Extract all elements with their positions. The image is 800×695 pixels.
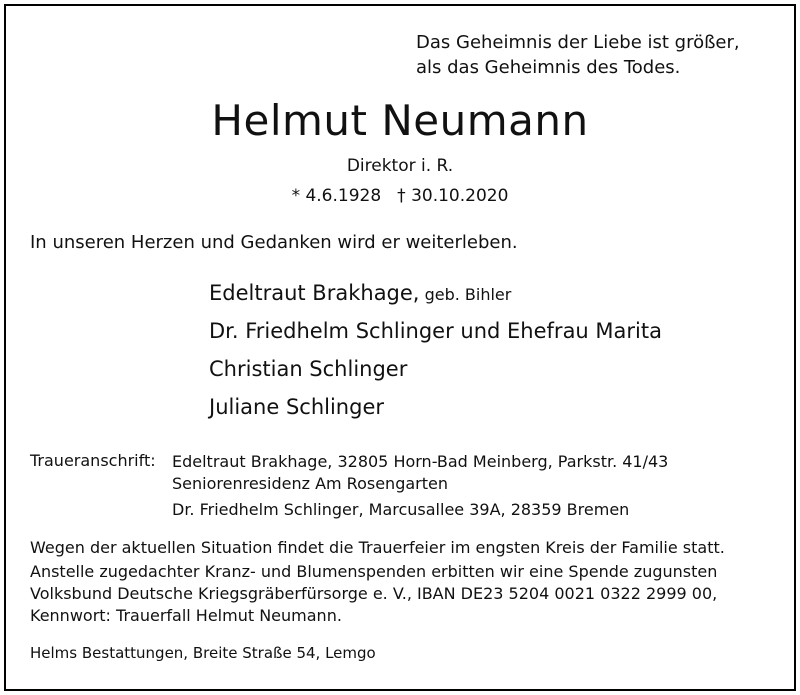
address-block: [172, 451, 668, 521]
mourner-item: [209, 394, 662, 432]
mourner-name: Edeltraut Brakhage,: [209, 281, 420, 305]
mourner-name: Dr. Friedhelm Schlinger und Ehefrau Marita: [209, 319, 662, 343]
quote-line-1: Das Geheimnis der Liebe ist größer,: [416, 32, 740, 53]
funeral-home-footer: Helms Bestattungen, Breite Straße 54, Lemgo: [30, 644, 376, 662]
quote: [416, 30, 740, 80]
deceased-title: Direktor i. R.: [346, 156, 454, 176]
address-line: Edeltraut Brakhage, 32805 Horn-Bad Meinberg, Parkstr. 41/43: [172, 452, 669, 471]
mourner-suffix: geb. Bihler: [419, 285, 512, 304]
address-label: Traueranschrift:: [30, 451, 156, 470]
deceased-name: Helmut Neumann: [211, 96, 589, 145]
address-line: Dr. Friedhelm Schlinger, Marcusallee 39A, 28359 Bremen: [172, 500, 630, 519]
mourner-item: [209, 318, 662, 356]
birth-date: * 4.6.1928: [291, 186, 382, 206]
address-line: Seniorenresidenz Am Rosengarten: [172, 474, 448, 493]
mourner-item: [209, 356, 662, 394]
death-date: † 30.10.2020: [397, 186, 509, 206]
intro-text: In unseren Herzen und Gedanken wird er weiterleben.: [30, 232, 518, 253]
notice-block: [30, 537, 725, 627]
notice-line-2: Anstelle zugedachter Kranz- und Blumenspenden erbitten wir eine Spende zugunsten: [30, 562, 718, 581]
life-dates: [0, 186, 800, 206]
mourner-name: Christian Schlinger: [209, 357, 408, 381]
quote-line-2: als das Geheimnis des Todes.: [416, 57, 681, 78]
mourners-list: [209, 280, 662, 432]
notice-line-4: Kennwort: Trauerfall Helmut Neumann.: [30, 606, 342, 625]
mourner-item: [209, 280, 662, 318]
mourner-name: Juliane Schlinger: [209, 395, 384, 419]
notice-line-1: Wegen der aktuellen Situation findet die Trauerfeier im engsten Kreis der Familie statt.: [30, 538, 725, 557]
notice-line-3: Volksbund Deutsche Kriegsgräberfürsorge e. V., IBAN DE23 5204 0021 0322 2999 00,: [30, 584, 718, 603]
